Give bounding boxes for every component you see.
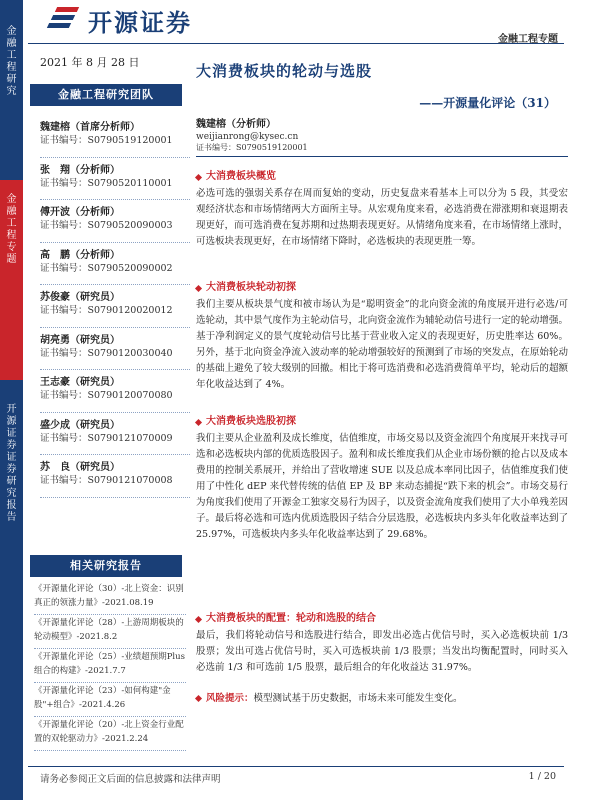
bullet-icon <box>195 418 202 425</box>
analyst-entry <box>40 158 190 201</box>
author-cert: 证书编号：S0790519120001 <box>196 143 308 152</box>
analyst-cert: 证书编号：S0790520090002 <box>40 262 173 274</box>
footer-disclaimer: 请务必参阅正文后面的信息披露和法律声明 <box>40 774 221 785</box>
analyst-entry <box>40 115 190 158</box>
logo-text: 开源证券 <box>88 8 192 37</box>
page-number: 1 / 20 <box>528 771 556 782</box>
section-title: 大消费板块概览 <box>206 171 276 182</box>
analyst-entry <box>40 243 190 286</box>
analyst-entry <box>40 413 190 456</box>
report-title: 大消费板块的轮动与选股 <box>196 62 373 80</box>
report-date: 2021 年 8 月 28 日 <box>40 56 140 69</box>
analyst-name: 高 鹏（分析师） <box>40 249 120 261</box>
bullet-icon <box>195 615 202 622</box>
analyst-name: 魏建榕（首席分析师） <box>40 122 140 133</box>
section-title: 大消费板块轮动初探 <box>206 282 296 293</box>
header-divider <box>28 43 564 44</box>
report-subtitle: ——开源量化评论（31） <box>419 96 556 110</box>
section-title: 大消费板块选股初探 <box>206 416 296 427</box>
analyst-cert: 证书编号：S0790120070080 <box>40 390 173 401</box>
section-body: 我们主要从企业盈利及成长维度，估值维度，市场交易以及资金流四个角度展开来找寻可选和必选板块内部的优质选股因子。盈利和成长维度我们从企业市场份额的抢占以及成本费用的控制关系展开，并给出了营收增速 SUE 以及总成本率同比因子，估值维度我们使用了中性化 dEP 来代替传统的估值 EP 及 BP 来动态捕捉“跌下来的机会”。市场交易行为角度我们使用了开源金工独家交易行为因子，以及资金流角度我们使用了大小单残差因子。最后将必选和可选内优质选股因子结合分层选股，必选板块内多头年化收益率达到了 25.97%，可选板块内多头年化收益率达到了 29.68%。 <box>196 433 568 540</box>
analyst-entry <box>40 200 190 243</box>
author-email[interactable]: weijianrong@kysec.cn <box>196 132 299 142</box>
risk-notice <box>196 690 463 704</box>
risk-label: 风险提示： <box>206 693 254 704</box>
section-overview <box>196 170 568 250</box>
related-reports-heading: 相关研究报告 <box>30 555 182 577</box>
related-report-link[interactable]: 《开源量化评论（23）-如何构建"金股"+组合》-2021.4.26 <box>34 683 186 717</box>
analyst-name: 胡亮勇（研究员） <box>40 334 120 346</box>
section-stock-selection <box>196 415 568 543</box>
analyst-cert: 证书编号：S0790120030040 <box>40 347 173 359</box>
analyst-list <box>40 115 190 498</box>
analyst-name: 苏俊豪（研究员） <box>40 292 120 303</box>
left-side-strip <box>0 0 23 800</box>
analyst-cert: 证书编号：S0790520090003 <box>40 220 173 231</box>
section-allocation <box>196 612 568 676</box>
logo-mark-icon <box>48 7 82 33</box>
section-body: 我们主要从板块景气度和被市场认为是“聪明资金”的北向资金流的角度展开进行必选/可选轮动，其中景气度作为主轮动信号，北向资金流作为辅轮动信号进行一定的轮动增强。基于净利润定义的景气度轮动信号比基于营业收入定义的表现更好，历史胜率达 60%。另外，基于北向资金净流入波动率的轮动增强较好的预测到了市场的突发点，在原始轮动的基础上避免了较大级别的回撤。相比于将可选消费和必选消费简单平均，轮动后的超额年化收益达到了 4%。 <box>196 299 568 390</box>
author-divider <box>196 156 568 157</box>
analyst-entry <box>40 455 190 498</box>
risk-text: 模型测试基于历史数据，市场未来可能发生变化。 <box>253 693 463 704</box>
bullet-icon <box>195 173 202 180</box>
related-report-link[interactable]: 《开源量化评论（30）-北上资金：识别真正的领涨力量》-2021.08.19 <box>34 581 186 615</box>
analyst-name: 苏 良（研究员） <box>40 462 120 473</box>
analyst-cert: 证书编号：S0790121070008 <box>40 475 173 486</box>
section-title: 大消费板块的配置：轮动和选股的结合 <box>206 613 376 624</box>
bullet-icon <box>195 695 202 702</box>
strip-label-bottom: 开源证券 证券研究报告 <box>6 404 17 523</box>
footer-divider <box>28 766 564 767</box>
author-block <box>196 118 568 157</box>
analyst-entry <box>40 370 190 413</box>
related-report-link[interactable]: 《开源量化评论（25）-业绩超预期Plus组合的构建》-2021.7.7 <box>34 649 186 683</box>
analyst-name: 张 翔（分析师） <box>40 164 120 176</box>
analyst-name: 王志豪（研究员） <box>40 377 120 388</box>
section-body: 必选可选的强弱关系存在周而复始的变动，历史复盘来看基本上可以分为 5 段，其受宏观经济状态和市场情绪两大方面所主导。从宏观角度来看，必选消费在滞涨期和衰退期表现更好，而可选消费在复苏期和过热期表现更好。从情绪角度来看，在市场情绪上涨时，可选板块表现更好，在市场情绪下降时，必选板块的表现更胜一筹。 <box>196 188 568 247</box>
related-report-list <box>34 581 186 751</box>
strip-label-mid: 金融工程专题 <box>6 194 17 265</box>
analyst-cert: 证书编号：S0790121070009 <box>40 432 173 444</box>
related-report-link[interactable]: 《开源量化评论（28）-上游周期板块的轮动模型》-2021.8.2 <box>34 615 186 649</box>
analyst-entry <box>40 285 190 328</box>
section-rotation <box>196 281 568 393</box>
bullet-icon <box>195 284 202 291</box>
analyst-cert: 证书编号：S0790520110001 <box>40 177 173 189</box>
analyst-cert: 证书编号：S0790120020012 <box>40 305 173 316</box>
strip-label-top: 金融工程研究 <box>6 26 17 97</box>
author-name: 魏建榕（分析师） <box>196 119 276 130</box>
related-report-link[interactable]: 《开源量化评论（20）-北上资金行业配置的双轮驱动力》-2021.2.24 <box>34 717 186 751</box>
analyst-name: 盛少成（研究员） <box>40 419 120 431</box>
analyst-name: 傅开波（分析师） <box>40 207 120 218</box>
analyst-entry <box>40 328 190 371</box>
section-body: 最后，我们将轮动信号和选股进行结合，即发出必选占优信号时，买入必选板块前 1/3 股票；发出可选占优信号时，买入可选板块前 1/3 股票；当发出均衡配置时，同时买入必选前 1/3 和可选前 1/5 股票，最后组合的年化收益达 31.97%。 <box>196 630 568 673</box>
company-logo <box>48 4 192 36</box>
team-heading: 金融工程研究团队 <box>30 84 182 106</box>
analyst-cert: 证书编号：S0790519120001 <box>40 135 173 146</box>
report-category-label: 金融工程专题 <box>498 34 558 45</box>
